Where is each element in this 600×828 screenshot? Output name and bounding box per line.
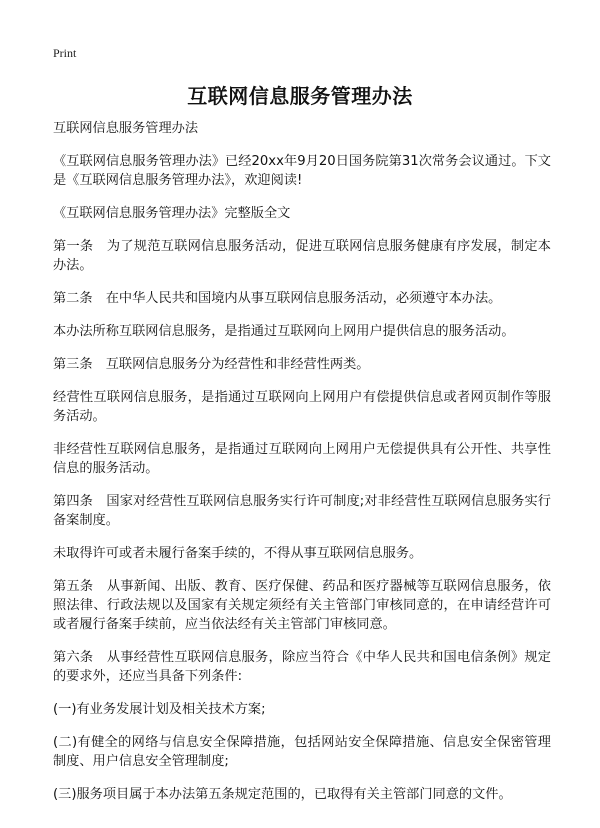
article-3-commercial: 经营性互联网信息服务，是指通过互联网向上网用户有偿提供信息或者网页制作等服务活动。 [53,390,551,424]
intro-paragraph: 《互联网信息服务管理办法》已经20xx年9月20日国务院第31次常务会议通过。下文是《互联网信息服务管理办法》，欢迎阅读! [53,154,551,188]
page-title: 互联网信息服务管理办法 [187,84,413,108]
article-6-item-2: (二)有健全的网络与信息安全保障措施，包括网站安全保障措施、信息安全保密管理制度、用户信息安全管理制度; [53,735,551,769]
article-6: 第六条 从事经营性互联网信息服务，除应当符合《中华人民共和国电信条例》规定的要求外，还应当具备下列条件: [53,650,551,684]
article-4: 第四条 国家对经营性互联网信息服务实行许可制度;对非经营性互联网信息服务实行备案制度。 [53,494,551,528]
article-6-item-3: (三)服务项目属于本办法第五条规定范围的，已取得有关主管部门同意的文件。 [53,787,512,802]
article-5: 第五条 从事新闻、出版、教育、医疗保健、药品和医疗器械等互联网信息服务，依照法律、行政法规以及国家有关规定须经有关主管部门审核同意的，在申请经营许可或者履行备案手续前，应当依法经有关主管部门审核同意。 [53,579,551,632]
article-4-clause: 未取得许可或者未履行备案手续的，不得从事互联网信息服务。 [53,546,423,561]
article-6-item-1: (一)有业务发展计划及相关技术方案; [53,702,266,717]
fulltext-heading: 《互联网信息服务管理办法》完整版全文 [53,206,291,221]
subtitle-paragraph: 互联网信息服务管理办法 [53,121,199,136]
article-1: 第一条 为了规范互联网信息服务活动，促进互联网信息服务健康有序发展，制定本办法。 [53,239,551,273]
article-3-noncommercial: 非经营性互联网信息服务，是指通过互联网向上网用户无偿提供具有公开性、共享性信息的服务活动。 [53,442,551,476]
article-2-definition: 本办法所称互联网信息服务，是指通过互联网向上网用户提供信息的服务活动。 [53,324,515,339]
article-2: 第二条 在中华人民共和国境内从事互联网信息服务活动，必须遵守本办法。 [53,291,502,306]
document-body [53,119,551,818]
article-3: 第三条 互联网信息服务分为经营性和非经营性两类。 [53,357,370,372]
print-link[interactable]: Print [53,46,77,60]
